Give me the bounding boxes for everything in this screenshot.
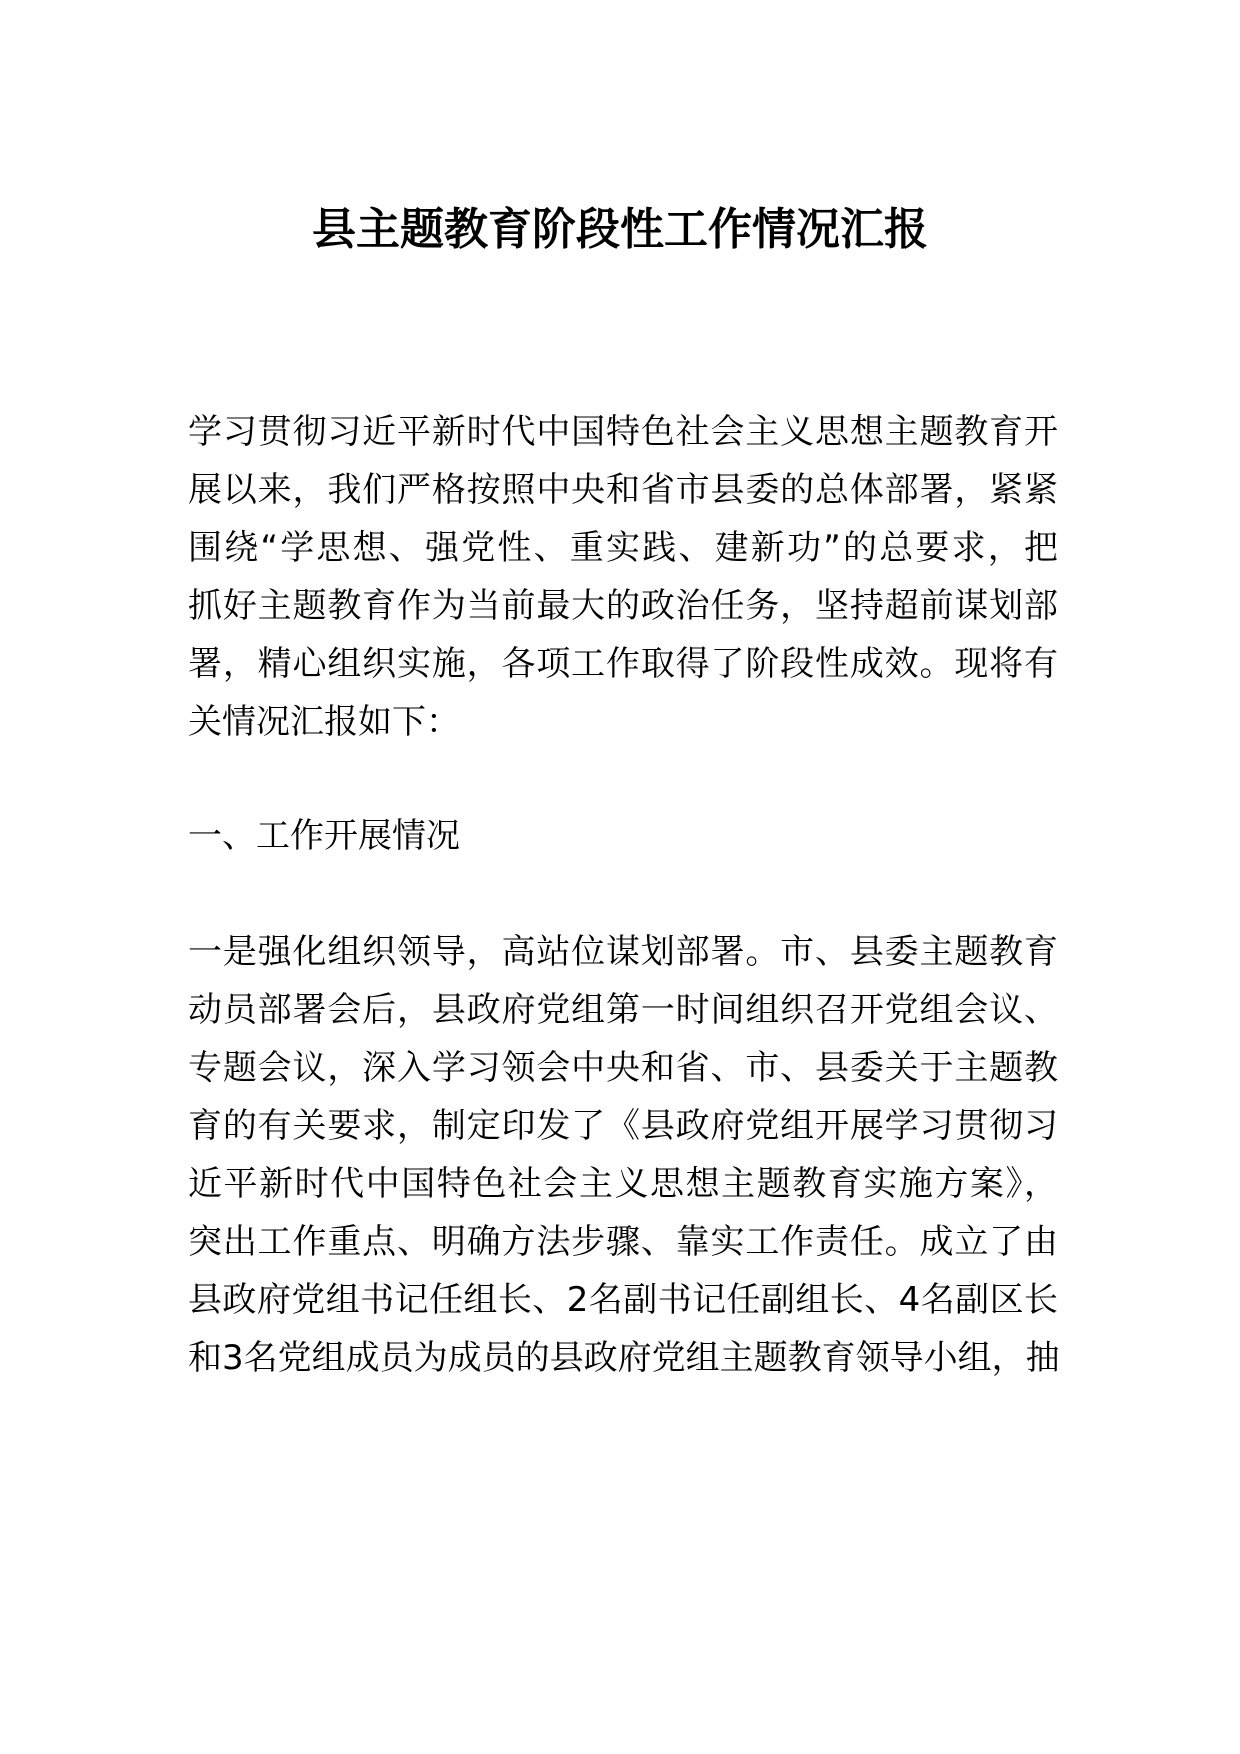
paragraph-line: 关情况汇报如下： bbox=[188, 702, 460, 742]
paragraph-line: 育的有关要求，制定印发了《县政府党组开展学习贯彻习 bbox=[188, 1106, 1058, 1146]
paragraph-line: 抓好主题教育作为当前最大的政治任务，坚持超前谋划部 bbox=[188, 586, 1058, 626]
document-title: 县主题教育阶段性工作情况汇报 bbox=[312, 204, 928, 255]
paragraph-line: 县政府党组书记任组长、2名副书记任副组长、4名副区长 bbox=[188, 1280, 1058, 1320]
section-heading: 一、工作开展情况 bbox=[188, 816, 460, 856]
paragraph-line: 围绕“学思想、强党性、重实践、建新功”的总要求，把 bbox=[188, 528, 1058, 568]
paragraph-line: 动员部署会后，县政府党组第一时间组织召开党组会议、 bbox=[188, 990, 1058, 1030]
paragraph-line: 和3名党组成员为成员的县政府党组主题教育领导小组，抽 bbox=[188, 1338, 1060, 1378]
paragraph-line: 展以来，我们严格按照中央和省市县委的总体部署，紧紧 bbox=[188, 470, 1058, 510]
paragraph-line: 学习贯彻习近平新时代中国特色社会主义思想主题教育开 bbox=[188, 412, 1058, 452]
paragraph-line: 突出工作重点、明确方法步骤、靠实工作责任。成立了由 bbox=[188, 1222, 1058, 1262]
paragraph-line: 署，精心组织实施，各项工作取得了阶段性成效。现将有 bbox=[188, 644, 1058, 684]
paragraph-line: 专题会议，深入学习领会中央和省、市、县委关于主题教 bbox=[188, 1048, 1058, 1088]
paragraph-line: 一是强化组织领导，高站位谋划部署。市、县委主题教育 bbox=[188, 932, 1058, 972]
paragraph-line: 近平新时代中国特色社会主义思想主题教育实施方案》， bbox=[188, 1164, 1058, 1204]
